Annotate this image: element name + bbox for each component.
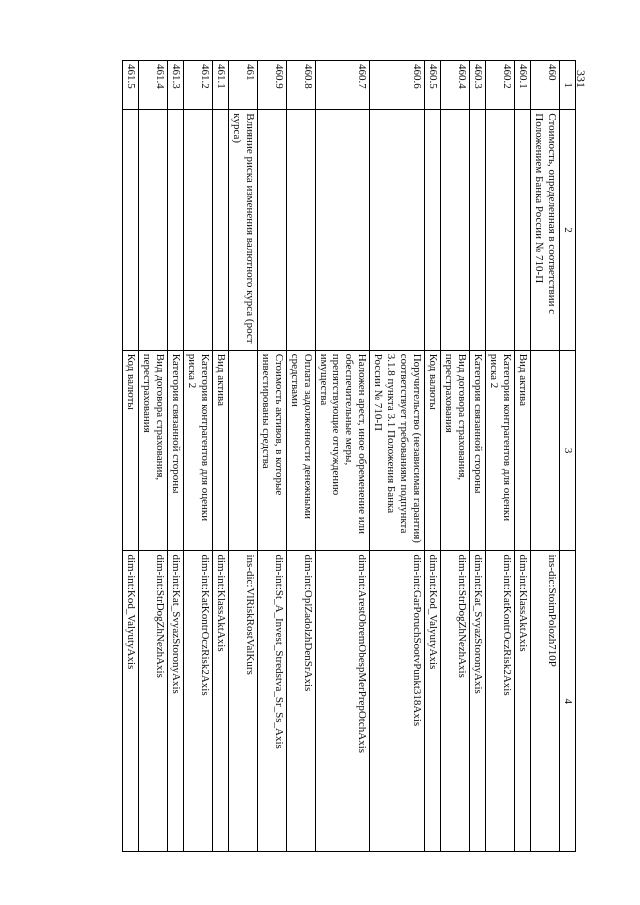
table-body [122,61,559,852]
table-cell-c3: Код валюты [425,350,441,551]
table-cell-c4: dim-int:KlassAktAxis [212,551,228,852]
table-cell-c2 [470,110,486,350]
table-cell-c3: Поручительство (независимая гарантия) соответствует требованиям подпункта 3.1.8 пункта 3.1 Положения Банка России № 710-П [370,350,425,551]
table-cell-c4: dim-int:Kat_SvyazStoronyAxis [470,551,486,852]
table-cell-c3 [228,350,257,551]
column-header: 4 [560,551,576,852]
column-header: 2 [560,110,576,350]
table-row [486,61,515,852]
table-cell-c2 [315,110,370,350]
table-cell-c2 [370,110,425,350]
rotated-page [106,60,576,852]
table-cell-c2 [212,110,228,350]
table-cell-c4: dim-int:Kat_SvyazStoronyAxis [167,551,183,852]
table-cell-c4: dim-int:OplZadolzhDenSrAxis [286,551,315,852]
table-cell-c4: dim-int:Kod_ValyutyAxis [122,551,138,852]
table-row [228,61,257,852]
table-cell-c3: Вид актива [515,350,531,551]
table-cell-c4: dim-int:StrDogZhNezhAxis [441,551,470,852]
table-cell-c1: 460.8 [286,61,315,110]
page-number: 331 [574,70,588,88]
table-cell-c2 [183,110,212,350]
table-cell-c1: 460.3 [470,61,486,110]
table-row [167,61,183,852]
table-cell-c3: Стоимость активов, в которые инвестированы средства [257,350,286,551]
table-cell-c3: Вид актива [212,350,228,551]
table-cell-c1: 460.2 [486,61,515,110]
table-cell-c1: 461.2 [183,61,212,110]
table-row [531,61,560,852]
table-cell-c3: Категория контрагентов для оценки риска 2 [486,350,515,551]
table-cell-c4: dim-int:KlassAktAxis [515,551,531,852]
table-cell-c2: Стоимость, определенная в соответствии с Положением Банка России № 710-П [531,110,560,350]
header-row [560,61,576,852]
table-cell-c3: Вид договора страхования, перестрахования [138,350,167,551]
table-cell-c1: 460.9 [257,61,286,110]
table-cell-c1: 460.7 [315,61,370,110]
table-row [515,61,531,852]
table-cell-c2 [425,110,441,350]
table-row [183,61,212,852]
table-cell-c1: 460.1 [515,61,531,110]
table-cell-c3: Категория контрагентов для оценки риска 2 [183,350,212,551]
column-header: 1 [560,61,576,110]
table-cell-c4: dim-int:StrDogZhNezhAxis [138,551,167,852]
table-cell-c2 [286,110,315,350]
table-cell-c3: Оплата задолженности денежными средствами [286,350,315,551]
table-row [212,61,228,852]
table-row [441,61,470,852]
table-cell-c2: Влияние риска изменения валютного курса (рост курса) [228,110,257,350]
table-cell-c2 [441,110,470,350]
table-cell-c4: dim-int:KatKontrOczRisk2Axis [183,551,212,852]
table-cell-c4: dim-int:GarPoruchSootvPunkt318Axis [370,551,425,852]
table-cell-c4: dim-int:Kod_ValyutyAxis [425,551,441,852]
table-cell-c3 [531,350,560,551]
table-row [286,61,315,852]
table-cell-c1: 461.4 [138,61,167,110]
table-cell-c2 [167,110,183,350]
table-cell-c1: 461.3 [167,61,183,110]
table-cell-c1: 460.4 [441,61,470,110]
table-cell-c3: Категория связанной стороны [167,350,183,551]
table-cell-c2 [138,110,167,350]
table-cell-c2 [257,110,286,350]
table-cell-c1: 461 [228,61,257,110]
table-row [370,61,425,852]
table-cell-c1: 461.5 [122,61,138,110]
table-cell-c1: 461.1 [212,61,228,110]
table-cell-c2 [486,110,515,350]
table-cell-c4: dim-int:ArestObremObespMerPrepOtchAxis [315,551,370,852]
table-row [138,61,167,852]
table-cell-c2 [122,110,138,350]
table-cell-c2 [515,110,531,350]
table-cell-c4: dim-int:St_A_Invest_Stredstva_Sr_Ss_Axis [257,551,286,852]
table-cell-c4: dim-int:KatKontrOczRisk2Axis [486,551,515,852]
table-cell-c3: Вид договора страхования, перестрахования [441,350,470,551]
table-cell-c1: 460 [531,61,560,110]
table-cell-c3: Код валюты [122,350,138,551]
table-cell-c4: ins-dic:VlRiskRostValKurs [228,551,257,852]
table-cell-c1: 460.5 [425,61,441,110]
table-cell-c1: 460.6 [370,61,425,110]
column-header: 3 [560,350,576,551]
table-row [470,61,486,852]
table-row [315,61,370,852]
table-cell-c3: Наложен арест, иное обременение или обеспечительные меры, препятствующие отчуждению имущества [315,350,370,551]
table-cell-c3: Категория связанной стороны [470,350,486,551]
table-row [122,61,138,852]
table-cell-c4: ins-dic:StoimPolozh710P [531,551,560,852]
table-row [425,61,441,852]
data-table [122,60,576,852]
table-row [257,61,286,852]
